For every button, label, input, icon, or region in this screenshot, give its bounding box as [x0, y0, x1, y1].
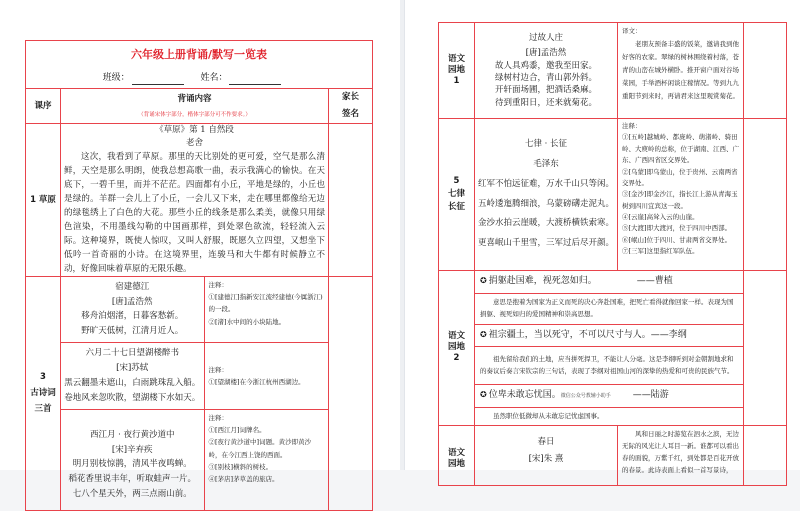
garden-3-poem-author: [宋]朱 熹 — [528, 453, 564, 464]
poem-2-line: 黑云翻墨未遮山，白雨跳珠乱入船。 — [64, 377, 201, 388]
header-content-note: （背诵宋体字部分，楷体字部分可不作要求。） — [138, 112, 251, 119]
garden-3-explanation: 风和日丽之时游览在泗水之滨，无边无际的风光让人耳目一新。谁都可以看出春的面貌，万紫千红，到处都是百花开放的春景。此诗表面上看似一首写景诗， — [618, 425, 744, 485]
quote-3 — [475, 385, 744, 408]
header-sign-line1: 家长 — [342, 92, 360, 102]
document-page-right — [404, 0, 800, 474]
lesson-3-line2: 三首 — [34, 404, 52, 415]
poem-1 — [61, 277, 204, 343]
lesson-5-poem-title: 七律 · 长征 — [524, 138, 568, 149]
poem-3-notes — [204, 410, 328, 510]
note-item: ④[茅店]茅草盖的旅店。 — [208, 475, 279, 484]
poem-row-3 — [61, 409, 329, 510]
lesson-5-poem-line: 更喜岷山千里雪，三军过后尽开颜。 — [477, 238, 614, 249]
poem-1-title: 宿建德江 — [115, 281, 150, 292]
lesson-3-num: 3 — [40, 371, 46, 382]
name-label: 姓名： — [200, 72, 228, 83]
lesson-3-line1: 古诗词 — [30, 388, 56, 399]
quote-2-text: 祖宗疆土，当以死守，不可以尺寸与人。 — [488, 329, 651, 340]
note-item: ②[乌蒙]即乌蒙山，位于贵州、云南两省交界处。 — [622, 167, 738, 187]
poem-2-line: 卷地风来忽吹散，望湖楼下水如天。 — [64, 392, 201, 403]
lesson-3-label — [26, 276, 61, 510]
note-label: 注释： — [208, 413, 228, 422]
lesson-5-poem — [475, 119, 618, 271]
note-item: ③[别枝]横斜的树枝。 — [208, 463, 273, 472]
quote-2 — [475, 324, 744, 347]
lesson-5-poem-line: 红军不怕远征难，万水千山只等闲。 — [477, 178, 614, 189]
class-label: 班级： — [102, 72, 130, 83]
header-sign-line2: 签名 — [342, 109, 360, 119]
garden-1-poem-author: [唐]孟浩然 — [525, 48, 567, 59]
document-page-left — [0, 0, 400, 500]
garden-3-line1: 语文 — [447, 447, 465, 458]
recitation-table-right — [438, 22, 787, 486]
note-label: 注释： — [208, 280, 228, 289]
quote-2-explanation: 祖先留给我们的土地，应当拼死捍卫，不能让人分毫。这是李纲听到对金朝割地求和的奏议后奏言宋钦宗的三句话，表现了李纲对祖国山河的深挚的热爱和可贵的民族气节。 — [475, 347, 744, 385]
garden-1-poem-line: 开轩面场圃，把酒话桑麻。 — [494, 85, 597, 96]
class-field[interactable] — [132, 76, 184, 85]
garden-1-poem-line: 故人具鸡黍，邀我至田家。 — [494, 60, 597, 71]
header-sign — [329, 89, 373, 124]
note-item: ①[五岭]越城岭、都庞岭、萌渚岭、骑田岭、大庾岭的总称，位于湖南、江西、广东、广西四省区交界处。 — [622, 133, 739, 165]
poem-3 — [61, 410, 204, 510]
lesson-1-author: 老舍 — [185, 137, 203, 148]
header-lesson: 课序 — [26, 89, 61, 124]
document-title: 六年级上册背诵/默写一览表 — [131, 48, 268, 61]
lesson-5-poem-line: 金沙水拍云崖暖，大渡桥横铁索寒。 — [477, 218, 614, 229]
garden-1-label — [439, 23, 475, 119]
name-field[interactable] — [229, 76, 281, 85]
poem-3-inner — [61, 410, 328, 510]
garden-1-line1: 语文 — [447, 53, 465, 64]
lesson-1-label: 1 草原 — [26, 124, 61, 277]
garden-1-translation — [618, 23, 744, 119]
poem-row-1 — [61, 276, 329, 343]
poem-1-line: 野旷天低树，江清月近人。 — [81, 326, 184, 337]
quote-3-author: ——陆游 — [632, 390, 669, 400]
poem-1-line: 移舟泊烟渚，日暮客愁新。 — [81, 311, 184, 322]
bullet-icon: ✪ — [480, 276, 487, 285]
recitation-table-left — [25, 40, 373, 511]
quote-3-explanation: 虽然职位低微却从未敢忘记忧虑国事。 — [475, 407, 744, 425]
lesson-3-sign[interactable] — [329, 276, 373, 510]
quote-1-text: 捐躯赴国难，视死忽如归。 — [488, 276, 597, 286]
lesson-5-label — [439, 119, 475, 271]
garden-2-line3: 2 — [453, 353, 460, 364]
poem-3-author: [宋]辛弃疾 — [111, 444, 153, 455]
note-item: ④[云崖]高耸入云的山崖。 — [622, 213, 699, 221]
lesson-5-notes — [618, 119, 744, 271]
lesson-1-content — [61, 124, 329, 277]
note-item: ②[渚]水中间的小块陆地。 — [208, 317, 286, 326]
quote-2-author: ——李纲 — [650, 329, 687, 340]
poem-row-2 — [61, 343, 329, 410]
poem-1-notes — [204, 277, 328, 343]
poem-2-author: [宋]苏轼 — [116, 363, 149, 374]
watermark-text: 微信公众号教辅小助手 — [560, 393, 611, 399]
garden-1-line2: 园地 — [447, 64, 465, 75]
garden-1-poem-line: 绿树村边合，青山郭外斜。 — [494, 73, 597, 83]
lesson-5-sign[interactable] — [744, 119, 787, 271]
garden-3-label — [439, 425, 475, 485]
lesson-5-num: 5 — [453, 176, 460, 187]
translation-label: 译文： — [622, 27, 642, 35]
quote-1-explanation: 意思是抱着为国家为正义而死的决心奔赴国难，把死亡看得就像回家一样。表现为国捐躯、视死如归的爱国精神和崇高思想。 — [475, 293, 744, 324]
bullet-icon: ✪ — [480, 390, 487, 399]
garden-2-sign[interactable] — [744, 271, 787, 426]
header-content-label: 背诵内容 — [177, 93, 212, 104]
note-item: ③[金沙]即金沙江，指长江上游从青海玉树到四川宜宾这一段。 — [622, 190, 738, 210]
lesson-5-line1: 七律 — [447, 189, 465, 200]
note-item: ⑦[三军]这里指红军队伍。 — [622, 247, 699, 256]
note-item: ①[西江月]词牌名。 — [208, 425, 266, 434]
lesson-5-poem-line: 五岭逶迤腾细浪，乌蒙磅礴走泥丸。 — [477, 198, 614, 209]
garden-3-poem — [475, 425, 618, 485]
lesson-5-line2: 长征 — [447, 201, 465, 212]
garden-1-poem — [475, 23, 618, 119]
note-item: ②[夜行黄沙道中]词题。黄沙即黄沙岭，在今江西上饶的西面。 — [208, 438, 312, 459]
lesson-1-sign[interactable] — [329, 124, 373, 277]
poem-3-line: 七八个星天外，两三点雨山前。 — [72, 489, 192, 500]
poem-2-title: 六月二十七日望湖楼醉书 — [85, 348, 179, 359]
poem-1-inner — [61, 277, 328, 343]
garden-1-sign[interactable] — [744, 23, 787, 119]
bullet-icon: ✪ — [480, 329, 487, 339]
note-item: ①[建德江]指新安江流经建德(今属浙江)的一段。 — [208, 292, 323, 314]
poem-2-notes — [204, 343, 328, 409]
note-item: ①[望湖楼]在今浙江杭州西湖边。 — [208, 377, 305, 386]
note-label: 注释： — [208, 365, 228, 374]
poem-3-title: 西江月 · 夜行黄沙道中 — [89, 429, 175, 440]
poem-3-line: 稻花香里说丰年，听取蛙声一片。 — [68, 474, 196, 485]
poem-3-line: 明月别枝惊鹊，清风半夜鸣蝉。 — [72, 459, 192, 470]
lesson-5-poem-author: 毛泽东 — [533, 158, 559, 169]
garden-3-poem-title: 春日 — [537, 436, 555, 447]
poem-2-inner — [61, 343, 328, 409]
garden-2-label — [439, 271, 475, 426]
note-item: ⑤[大渡]即大渡河，位于四川中西部。 — [622, 224, 732, 233]
garden-1-poem-title: 过故人庄 — [528, 33, 563, 44]
garden-3-sign[interactable] — [744, 425, 787, 485]
header-content — [61, 89, 329, 124]
garden-1-line3: 1 — [453, 76, 460, 87]
title-cell — [26, 41, 373, 89]
translation-text: 老朋友预备丰盛的饭菜，邀请我到他好客的农家。翠绿的树林围绕着村落，苍青的山峦在城外横卧。推开窗户面对谷场菜园，手举酒杯闲谈庄稼情况。等到九九重阳节到来时，再请君来这里观赏菊花。 — [622, 40, 739, 100]
lesson-1-heading: 《草原》第 1 自然段 — [155, 125, 234, 135]
poem-2 — [61, 343, 204, 409]
garden-2-line2: 园地 — [447, 342, 465, 353]
note-label: 注释： — [622, 122, 642, 130]
quote-1 — [475, 271, 744, 294]
poem-1-author: [唐]孟浩然 — [111, 296, 153, 307]
garden-1-poem-line: 待到重阳日，还来就菊花。 — [494, 97, 597, 108]
lesson-1-text: 这次，我看到了草原。那里的天比别处的更可爱，空气是那么清鲜，天空是那么明朗，使我总想高歌一曲，表示我满心的愉快。在天底下，一碧千里，而并不茫茫。四面都有小丘，平地是绿的，小丘也是绿的。羊群一会儿上了小丘，一会儿又下来，走在哪里都像给无边的绿毯绣上了白色的大花。那些小丘的线条是那么柔美，就像只用绿色渲染，不用墨线勾勒的中国画那样，到处翠色欲流，轻轻流入云际。这种境界，既使人惊叹，又叫人舒服，既愿久立四望，又想坐下低吟一首奇丽的小诗。在这境界里，连骏马和大牛都有时候静立不动，好像回味着草原的无限乐趣。 — [64, 151, 325, 274]
name-row — [26, 72, 372, 86]
quote-1-author: ——曹植 — [636, 276, 673, 286]
note-item: ⑥[岷山]位于四川、甘肃两省交界处。 — [622, 235, 732, 244]
garden-2-line1: 语文 — [447, 331, 465, 342]
quote-3-text: 位卑未敢忘忧国。 — [488, 390, 561, 400]
garden-3-line2: 园地 — [447, 458, 465, 469]
